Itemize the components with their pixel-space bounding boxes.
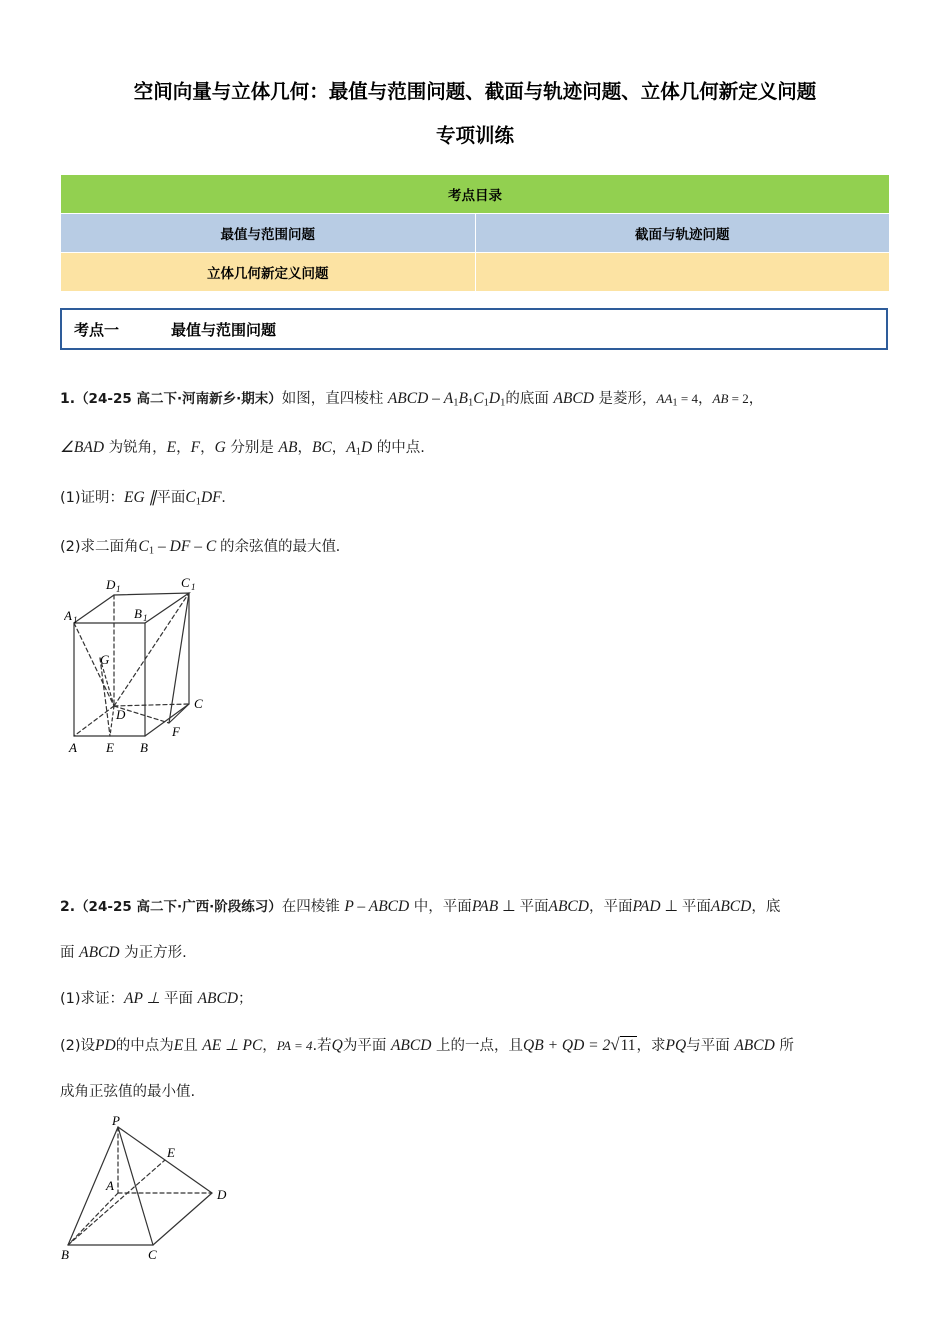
catalog-item-max-range[interactable]: 最值与范围问题 <box>61 214 476 253</box>
problem-2-comma-1: ， <box>588 899 604 916</box>
problem-1-q1-period: . <box>221 488 226 506</box>
fig1-label-b: B <box>140 740 148 756</box>
fig2-label-e: E <box>167 1145 175 1161</box>
problem-2-q2-pd: PD <box>95 1037 116 1055</box>
problem-2-math-pab: PAB <box>471 898 499 916</box>
problem-1-stem-c: 是菱形， <box>593 391 657 407</box>
problem-1-sub-1b: 1 <box>467 397 474 409</box>
problem-1-q1-math: EG ∥ <box>124 488 157 506</box>
problem-1-math-a1: A <box>443 390 454 407</box>
problem-2-cn-2: 平面 <box>603 899 633 916</box>
problem-1-angle-bad: ∠BAD <box>60 439 105 457</box>
problem-1-c4: ， <box>331 440 347 457</box>
problem-2-q2-g: ，求 <box>636 1038 666 1055</box>
problem-1-point-g: G <box>214 439 226 457</box>
document-title <box>0 0 950 158</box>
problem-2-q2-ae: AE ⊥ PC <box>202 1037 263 1055</box>
fig1-label-d1: D <box>106 577 116 593</box>
problem-2-q2-qbqd: QB + QD = 2 <box>523 1037 611 1055</box>
section-header-box <box>60 308 888 350</box>
problem-1-dash: – <box>428 390 444 407</box>
problem-1-seg-a1d-sub: 1 <box>355 446 361 458</box>
problem-1-q2-c: C <box>138 537 149 555</box>
problem-2-source: （24-25 高二下·广西·阶段练习） <box>75 899 282 916</box>
problem-2-q1-math: AP ⊥ <box>124 990 164 1008</box>
section-title: 最值与范围问题 <box>171 320 277 339</box>
problem-2-question-2-cont <box>60 1069 890 1115</box>
problem-2-q2-q: Q <box>331 1037 343 1055</box>
problem-1-question-1 <box>60 475 890 524</box>
fig2-edge-cd <box>153 1193 212 1245</box>
fig1-edge-bc <box>145 704 189 736</box>
fig2-line-be <box>68 1160 165 1245</box>
problem-1-q2-cn: 的余弦值的最大值 <box>220 538 337 555</box>
problem-1-stem-line-1 <box>60 376 890 425</box>
fig2-label-p: P <box>112 1115 120 1129</box>
problem-1-q1-df: DF <box>200 488 222 506</box>
problem-2-number: 2. <box>60 899 76 916</box>
problem-2-q2-f: 上的一点，且 <box>431 1038 524 1055</box>
problem-2-q2-comma: ， <box>262 1038 277 1055</box>
problem-2-perp-2: ⊥ <box>660 898 682 916</box>
problem-2-q1-cn: 平面 <box>163 991 198 1008</box>
title-line-1: 空间向量与立体几何：最值与范围问题、截面与轨迹问题、立体几何新定义问题 <box>133 80 817 103</box>
fig1-label-a1: A <box>64 608 72 624</box>
problem-1-stem-a: 如图，直四棱柱 <box>281 391 388 407</box>
fig2-edge-pc <box>118 1127 153 1245</box>
fig1-line-ge <box>100 658 110 736</box>
fig1-edge-dc <box>114 704 189 706</box>
problem-1-q1-sub: 1 <box>195 495 201 507</box>
problem-1-sub-1a: 1 <box>453 397 459 409</box>
catalog-item-new-definition[interactable]: 立体几何新定义问题 <box>61 253 476 292</box>
fig1-label-d: D <box>116 707 126 723</box>
problem-2-q2-abcd2: ABCD <box>734 1037 775 1055</box>
problem-2-q2-b: 的中点为 <box>115 1038 174 1055</box>
problem-1-stem-line2-a: 为锐角， <box>104 440 167 457</box>
problem-1-seg-ab: AB <box>278 439 298 457</box>
problem-1-point-f: F <box>190 439 201 457</box>
problem-1-seg-a1d-a: A <box>346 439 356 457</box>
problem-1-q2-mid: – DF – C <box>154 537 221 555</box>
problem-2-stem-a: 在四棱锥 <box>281 899 345 916</box>
fig1-label-c: C <box>194 696 203 712</box>
problem-1-eq1-var: AA <box>656 391 673 406</box>
problem-2-q2-e2: 为平面 <box>342 1038 391 1055</box>
problem-1 <box>60 376 890 768</box>
problem-list <box>60 376 890 1265</box>
problem-2-question-1 <box>60 976 890 1022</box>
problem-2-comma-2: ，底 <box>751 899 781 916</box>
fig2-edge-ab <box>68 1193 118 1245</box>
problem-1-q2-period: . <box>336 537 340 555</box>
catalog-item-empty <box>475 253 890 292</box>
problem-1-c3: ， <box>297 440 312 457</box>
problem-1-math-abcd: ABCD <box>387 390 429 407</box>
catalog-header-cell: 考点目录 <box>61 175 890 214</box>
sqrt-icon: √ <box>610 1035 620 1055</box>
problem-1-stem-line2-c: 的中点. <box>372 440 425 457</box>
problem-2-math-abcd-1: ABCD <box>548 898 589 916</box>
problem-2-q2-h: 与平面 <box>686 1038 735 1055</box>
problem-1-math-d1: D <box>488 390 501 407</box>
problem-1-number: 1. <box>60 391 76 407</box>
problem-1-comma-2: ， <box>748 391 764 407</box>
fig2-label-d: D <box>217 1187 227 1203</box>
problem-1-q1-label: (1)证明： <box>60 489 125 506</box>
problem-1-comma-1: ， <box>698 391 713 407</box>
fig2-label-b: B <box>61 1247 69 1261</box>
problem-2-perp-1: ⊥ <box>498 898 520 916</box>
problem-2 <box>60 884 890 1265</box>
catalog-item-section-locus[interactable]: 截面与轨迹问题 <box>475 214 890 253</box>
problem-1-stem-line-2 <box>60 425 890 474</box>
problem-2-q1-label: (1)求证： <box>60 991 125 1008</box>
fig1-label-e: E <box>106 740 114 756</box>
problem-1-question-2 <box>60 524 890 573</box>
problem-1-stem-line2-b: 分别是 <box>225 440 279 457</box>
problem-1-eq2-val: = 2 <box>728 391 749 406</box>
fig2-label-c: C <box>148 1247 157 1261</box>
problem-2-math-pad: PAD <box>632 898 661 916</box>
section-number: 考点一 <box>74 320 120 339</box>
problem-2-q2-d: .若 <box>312 1038 332 1055</box>
problem-2-q2-sqrt-value: 11 <box>620 1037 636 1055</box>
fig1-line-de <box>110 706 114 736</box>
fig1-label-c1-sub: 1 <box>191 582 196 593</box>
problem-2-q2-e: E <box>173 1037 184 1055</box>
problem-2-q2-pa: PA = 4 <box>276 1038 313 1054</box>
problem-2-cn-1: 平面 <box>519 899 549 916</box>
problem-2-q2-sqrt <box>610 1022 636 1068</box>
figure-1-container <box>64 573 890 768</box>
problem-1-q2-label: (2)求二面角 <box>60 538 139 555</box>
problem-1-point-e: E <box>166 439 177 457</box>
fig1-label-b1: B <box>134 606 142 622</box>
fig1-label-g: G <box>100 652 110 668</box>
problem-1-eq1-sub: 1 <box>672 397 678 409</box>
problem-2-q2-pq: PQ <box>665 1037 687 1055</box>
problem-2-question-2 <box>60 1022 890 1069</box>
problem-1-c1: ， <box>176 440 191 457</box>
problem-2-q1-math2: ABCD <box>197 990 239 1008</box>
problem-1-q1-cn: 平面 <box>156 489 186 506</box>
problem-2-stem-b: 中，平面 <box>409 899 472 916</box>
problem-2-q2-c: 且 <box>183 1038 203 1055</box>
problem-2-math-abcd-2: ABCD <box>710 898 752 916</box>
figure-2-container <box>60 1115 890 1265</box>
fig2-label-a: A <box>106 1178 114 1194</box>
problem-2-line2-a: 面 <box>60 945 80 962</box>
problem-2-cn-3: 平面 <box>681 899 711 916</box>
problem-2-line2-b: 为正方形. <box>119 945 187 962</box>
fig1-label-a1-sub: 1 <box>73 615 78 626</box>
problem-1-math-b1: B <box>458 390 468 407</box>
problem-2-stem-line-1 <box>60 884 890 930</box>
problem-2-line2-math: ABCD <box>79 944 120 962</box>
fig1-label-c1: C <box>181 575 190 591</box>
fig1-label-f: F <box>172 724 180 740</box>
problem-2-q2-line2: 成角正弦值的最小值. <box>60 1084 196 1101</box>
fig1-label-a: A <box>69 740 77 756</box>
problem-1-sub-1d: 1 <box>500 397 506 409</box>
problem-1-math-abcd2: ABCD <box>553 390 594 407</box>
problem-1-sub-1c: 1 <box>483 397 489 409</box>
problem-1-seg-a1d-d: D <box>360 439 373 457</box>
catalog-header-row <box>61 175 890 214</box>
problem-1-stem-b: 的底面 <box>505 391 554 407</box>
problem-1-eq1-val: = 4 <box>677 391 699 406</box>
fig1-label-b1-sub: 1 <box>143 613 148 624</box>
problem-2-stem-line-2 <box>60 930 890 976</box>
catalog-row-1 <box>61 214 890 253</box>
problem-2-q2-abcd: ABCD <box>390 1037 432 1055</box>
problem-1-q2-sub: 1 <box>148 545 155 557</box>
catalog-table <box>60 174 890 292</box>
problem-1-c2: ， <box>200 440 215 457</box>
problem-1-source: （24-25 高二下·河南新乡·期末） <box>75 391 282 407</box>
problem-1-seg-bc: BC <box>311 439 332 457</box>
problem-2-math-pabcd: P – ABCD <box>344 898 410 916</box>
problem-2-q1-end: ； <box>238 991 253 1008</box>
figure-1-prism <box>64 573 264 763</box>
problem-1-math-c1: C <box>473 390 484 407</box>
problem-1-q1-c: C <box>185 488 196 506</box>
problem-1-eq2-var: AB <box>712 391 729 406</box>
fig1-label-d1-sub: 1 <box>116 584 121 595</box>
problem-2-q2-a: (2)设 <box>60 1038 96 1055</box>
title-line-2: 专项训练 <box>435 124 514 147</box>
figure-2-pyramid <box>60 1115 280 1260</box>
catalog-row-2 <box>61 253 890 292</box>
problem-2-q2-i: 所 <box>774 1038 794 1055</box>
fig1-line-dc1 <box>114 593 189 706</box>
